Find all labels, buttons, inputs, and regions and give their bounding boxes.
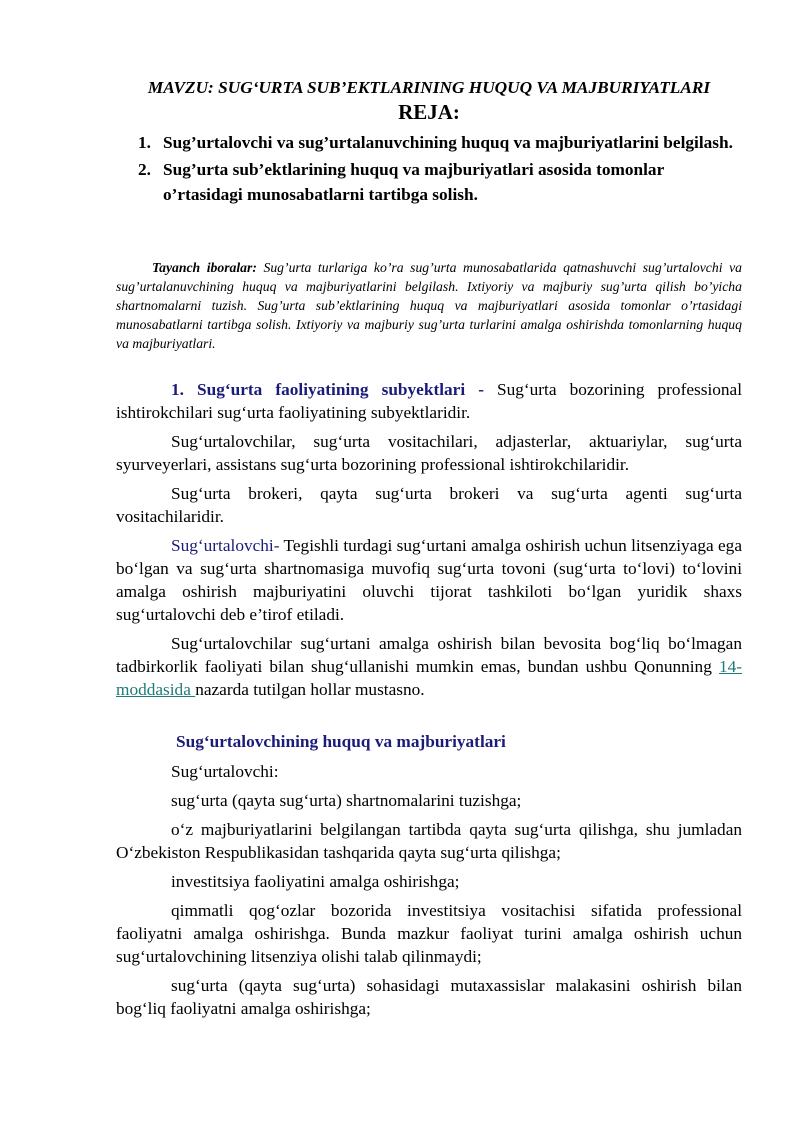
plan-item bbox=[116, 130, 742, 155]
section1-p5-end: nazarda tutilgan hollar mustasno. bbox=[195, 680, 425, 699]
section2-item: Sug‘urtalovchi: bbox=[171, 762, 279, 781]
section1-paragraph-3: Sug‘urta brokeri, qayta sug‘urta brokeri va sug‘urta agenti sug‘urta vositachilaridir. bbox=[116, 484, 742, 526]
plan-item-text: Sug’urta sub’ektlarining huquq va majburiyatlari asosida tomonlar o’rtasidagi munosabatlarni tartibga solish. bbox=[163, 160, 664, 204]
section2-item: sug‘urta (qayta sug‘urta) sohasidagi mutaxassislar malakasini oshirish bilan bog‘liq faoliyatni amalga oshirishga; bbox=[116, 976, 742, 1018]
insurer-term: Sug‘urtalovchi- bbox=[171, 536, 280, 555]
document-title: MAVZU: SUG‘URTA SUB’EKTLARINING HUQUQ VA MAJBURIYATLARI bbox=[147, 78, 711, 97]
section2-item: sug‘urta (qayta sug‘urta) shartnomalarini tuzishga; bbox=[171, 791, 522, 810]
section1-body bbox=[116, 378, 742, 707]
plan-list bbox=[116, 130, 742, 209]
section1-p4-text: Tegishli turdagi sug‘urtani amalga oshirish uchun litsenziyaga ega bo‘lgan va sug‘urta shartnomasiga muvofiq sug‘urta tovoni (sug‘urta to‘lovi) to‘lovini amalga oshirish majburiyatini oluvchi tijorat tashkiloti bo‘lgan yuridik shaxs sug‘urtalovchi deb e’tirof etiladi. bbox=[116, 536, 742, 624]
plan-item-text: Sug’urtalovchi va sug’urtalanuvchining huquq va majburiyatlarini belgilash. bbox=[163, 133, 733, 152]
section1-paragraph-1 bbox=[116, 378, 742, 424]
keywords-paragraph bbox=[116, 258, 742, 353]
keywords-text: Sug’urta turlariga ko’ra sug’urta munosabatlarida qatnashuvchi sug’urtalovchi va sug’urtalanuvchining huquq va majburiyatlarini belgilash. Ixtiyoriy va majburiy sug’urta qilish bo’yicha shartnomalarni tuzish. Sug’urta sub’ektlarining huquq va majburiyatlari asosida tomonlar o’rtasidagi munosabatlarni tartibga solish. Ixtiyoriy va majburiy sug’urta turlarini amalga oshirishda tomonlarning huquq va majburiyatlari. bbox=[116, 260, 742, 351]
keywords-label: Tayanch iboralar: bbox=[152, 260, 257, 275]
article-14-link[interactable]: 14-moddasida bbox=[116, 657, 742, 699]
section1-paragraph-4 bbox=[116, 534, 742, 626]
section2-body bbox=[116, 760, 742, 1026]
section2-item: investitsiya faoliyatini amalga oshirishga; bbox=[171, 872, 460, 891]
plan-heading: REJA: bbox=[398, 100, 460, 124]
plan-item-number: 2. bbox=[138, 160, 151, 179]
section2-heading: Sug‘urtalovchining huquq va majburiyatlari bbox=[176, 732, 506, 751]
section2-item: o‘z majburiyatlarini belgilangan tartibda qayta sug‘urta qilishga, shu jumladan O‘zbekiston Respublikasidan tashqarida qayta sug‘urta qilishga; bbox=[116, 820, 742, 862]
section1-p5-start: Sug‘urtalovchilar sug‘urtani amalga oshirish bilan bevosita bog‘liq bo‘lmagan tadbirkorlik faoliyati bilan shug‘ullanishi mumkin emas, bundan ushbu Qonunning bbox=[116, 634, 742, 676]
plan-item-number: 1. bbox=[138, 133, 151, 152]
section1-paragraph-5 bbox=[116, 632, 742, 701]
plan-item bbox=[116, 157, 742, 207]
section1-heading: 1. Sug‘urta faoliyatining subyektlari - bbox=[171, 380, 484, 399]
section1-p1-text: Sug‘urta bozorining professional ishtirokchilari sug‘urta faoliyatining subyektlaridir. bbox=[116, 380, 743, 422]
section2-item: qimmatli qog‘ozlar bozorida investitsiya vositachisi sifatida professional faoliyatni amalga oshirishga. Bunda mazkur faoliyat turini amalga oshirish uchun sug‘urtalovchining litsenziya olishi talab qilinmaydi; bbox=[116, 901, 742, 966]
section1-paragraph-2: Sug‘urtalovchilar, sug‘urta vositachilari, adjasterlar, aktuariylar, sug‘urta syurveyerlari, assistans sug‘urta bozorining professional ishtirokchilaridir. bbox=[116, 432, 742, 474]
